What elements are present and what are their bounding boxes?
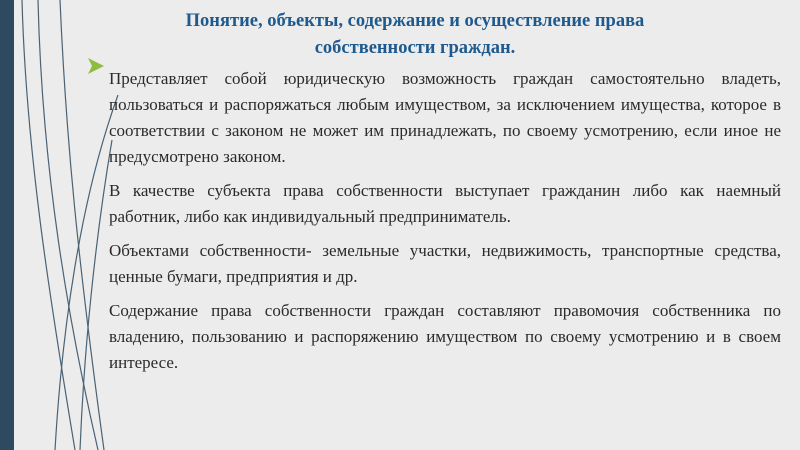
slide-body	[109, 66, 781, 384]
slide-title: Понятие, объекты, содержание и осуществление права собственности граждан.	[185, 11, 645, 58]
paragraph-definition: Представляет собой юридическую возможность граждан самостоятельно владеть, пользоваться и распоряжаться любым имуществом, за исключением имущества, которое в соответствии с законом не может им принадлежать, по своему усмотрению, если иное не предусмотрено законом.	[109, 69, 781, 166]
paragraph-objects: Объектами собственности- земельные участки, недвижимость, транспортные средства, ценные бумаги, предприятия и др.	[109, 241, 781, 286]
arrow-icon	[88, 58, 104, 74]
paragraph-content: Содержание права собственности граждан составляют правомочия собственника по владению, пользованию и распоряжению имуществом по своему усмотрению и в своем интересе.	[109, 301, 781, 372]
paragraph-subject: В качестве субъекта права собственности выступает гражданин либо как наемный работник, либо как индивидуальный предприниматель.	[109, 181, 781, 226]
